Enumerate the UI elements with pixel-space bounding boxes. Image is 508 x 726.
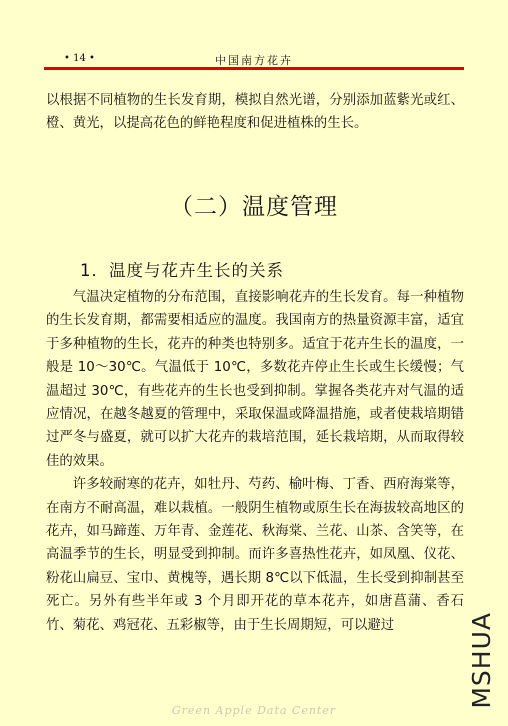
- bottom-watermark: Green Apple Data Center: [171, 704, 337, 717]
- section-heading: （二）温度管理: [170, 194, 338, 220]
- paragraph-text: 以根据不同植物的生长发育期，模拟自然光谱，分别添加蓝紫光或红、橙、黄光，以提高花色的鲜艳程度和促进植株的生长。: [46, 93, 464, 132]
- side-watermark: MSHUA: [467, 612, 496, 709]
- page-header: [44, 50, 464, 68]
- paragraph-2: 许多较耐寒的花卉，如牡丹、芍药、榆叶梅、丁香、西府海棠等，在南方不耐高温，难以栽植。一般阴生植物或原生长在海拔较高地区的花卉，如马蹄莲、万年青、金莲花、秋海棠、兰花、山茶、含笑等，在高温季节的生长，明显受到抑制。而许多喜热性花卉，如凤凰、仪花、粉花山扁豆、宝巾、黄槐等，遇长期 8℃以下低温，生长受到抑制甚至死亡。另外有些半年或 3 个月即开花的草本花卉，如唐菖蒲、香石竹、菊花、鸡冠花、五彩椒等，由于生长周期短，可以避过: [46, 477, 464, 633]
- page-number: • 14 •: [64, 53, 95, 64]
- main-text: [46, 286, 464, 637]
- sub-heading: 1．温度与花卉生长的关系: [80, 261, 284, 280]
- header-rule: [44, 67, 464, 70]
- paragraph-1: 气温决定植物的分布范围，直接影响花卉的生长发育。每一种植物的生长发育期，都需要相适应的温度。我国南方的热量资源丰富，适宜于多种植物的生长，花卉的种类也特别多。适宜于花卉生长的温度，一般是 10～30℃。气温低于 10℃，多数花卉停止生长或生长缓慢；气温超过 30℃，有些花卉的生长也受到抑制。掌握各类花卉对气温的适应情况，在越冬越夏的管理中，采取保温或降温措施，或者使栽培期错过严冬与盛夏，就可以扩大花卉的栽培范围，延长栽培期，从而取得较佳的效果。: [46, 290, 464, 469]
- intro-paragraph: [46, 89, 464, 136]
- running-title: 中国南方花卉: [215, 54, 293, 67]
